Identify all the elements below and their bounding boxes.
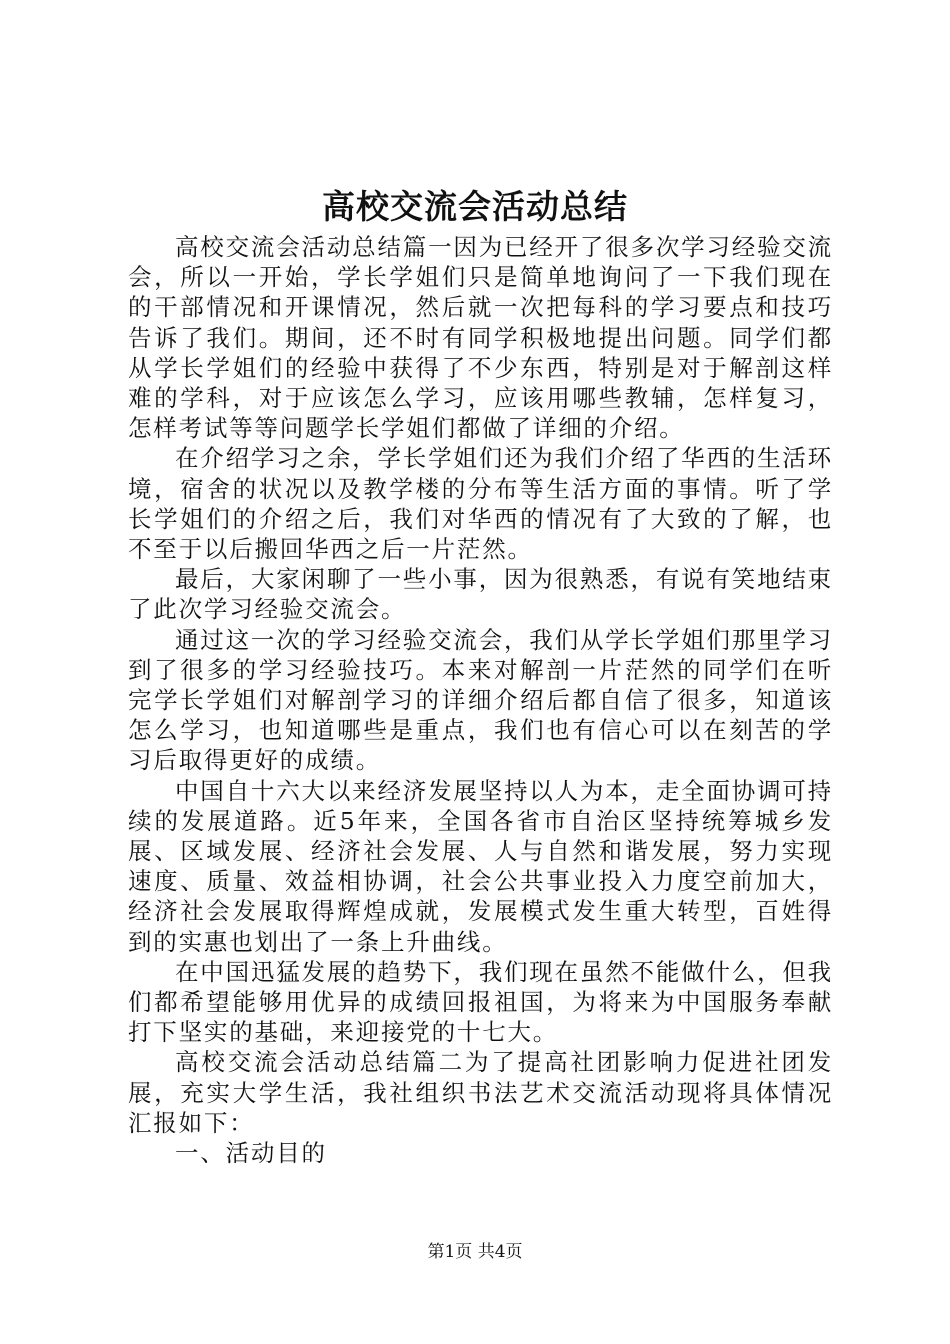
paragraph-5: 中国自十六大以来经济发展坚持以人为本，走全面协调可持续的发展道路。近5年来，全国各省市自治区坚持统筹城乡发展、区域发展、经济社会发展、人与自然和谐发展，努力实现速度、质量、效益相协调，社会公共事业投入力度空前加大，经济社会发展取得辉煌成就，发展模式发生重大转型，百姓得到的实惠也划出了一条上升曲线。 xyxy=(128,776,833,956)
section-heading-activity-purpose: 一、活动目的 xyxy=(175,1139,327,1168)
paragraph-4: 通过这一次的学习经验交流会，我们从学长学姐们那里学习到了很多的学习经验技巧。本来对解剖一片茫然的同学们在听完学长学姐们对解剖学习的详细介绍后都自信了很多，知道该怎么学习，也知道哪些是重点，我们也有信心可以在刻苦的学习后取得更好的成绩。 xyxy=(128,625,833,775)
page-footer xyxy=(0,1240,950,1264)
document-body xyxy=(128,232,833,1168)
paragraph-3: 最后，大家闲聊了一些小事，因为很熟悉，有说有笑地结束了此次学习经验交流会。 xyxy=(128,565,833,624)
paragraph-1: 高校交流会活动总结篇一因为已经开了很多次学习经验交流会，所以一开始，学长学姐们只是简单地询问了一下我们现在的干部情况和开课情况，然后就一次把每科的学习要点和技巧告诉了我们。期间，还不时有同学积极地提出问题。同学们都从学长学姐们的经验中获得了不少东西，特别是对于解剖这样难的学科，对于应该怎么学习，应该用哪些教辅，怎样复习，怎样考试等等问题学长学姐们都做了详细的介绍。 xyxy=(128,233,833,443)
page-number-label: 第1页 共4页 xyxy=(427,1242,523,1262)
paragraph-2: 在介绍学习之余，学长学姐们还为我们介绍了华西的生活环境，宿舍的状况以及教学楼的分布等生活方面的事情。听了学长学姐们的介绍之后，我们对华西的情况有了大致的了解，也不至于以后搬回华西之后一片茫然。 xyxy=(128,444,833,564)
paragraph-6: 在中国迅猛发展的趋势下，我们现在虽然不能做什么，但我们都希望能够用优异的成绩回报祖国，为将来为中国服务奉献打下坚实的基础，来迎接党的十七大。 xyxy=(128,957,833,1047)
document-title: 高校交流会活动总结 xyxy=(322,187,628,226)
paragraph-7: 高校交流会活动总结篇二为了提高社团影响力促进社团发展，充实大学生活，我社组织书法艺术交流活动现将具体情况汇报如下： xyxy=(128,1048,833,1137)
